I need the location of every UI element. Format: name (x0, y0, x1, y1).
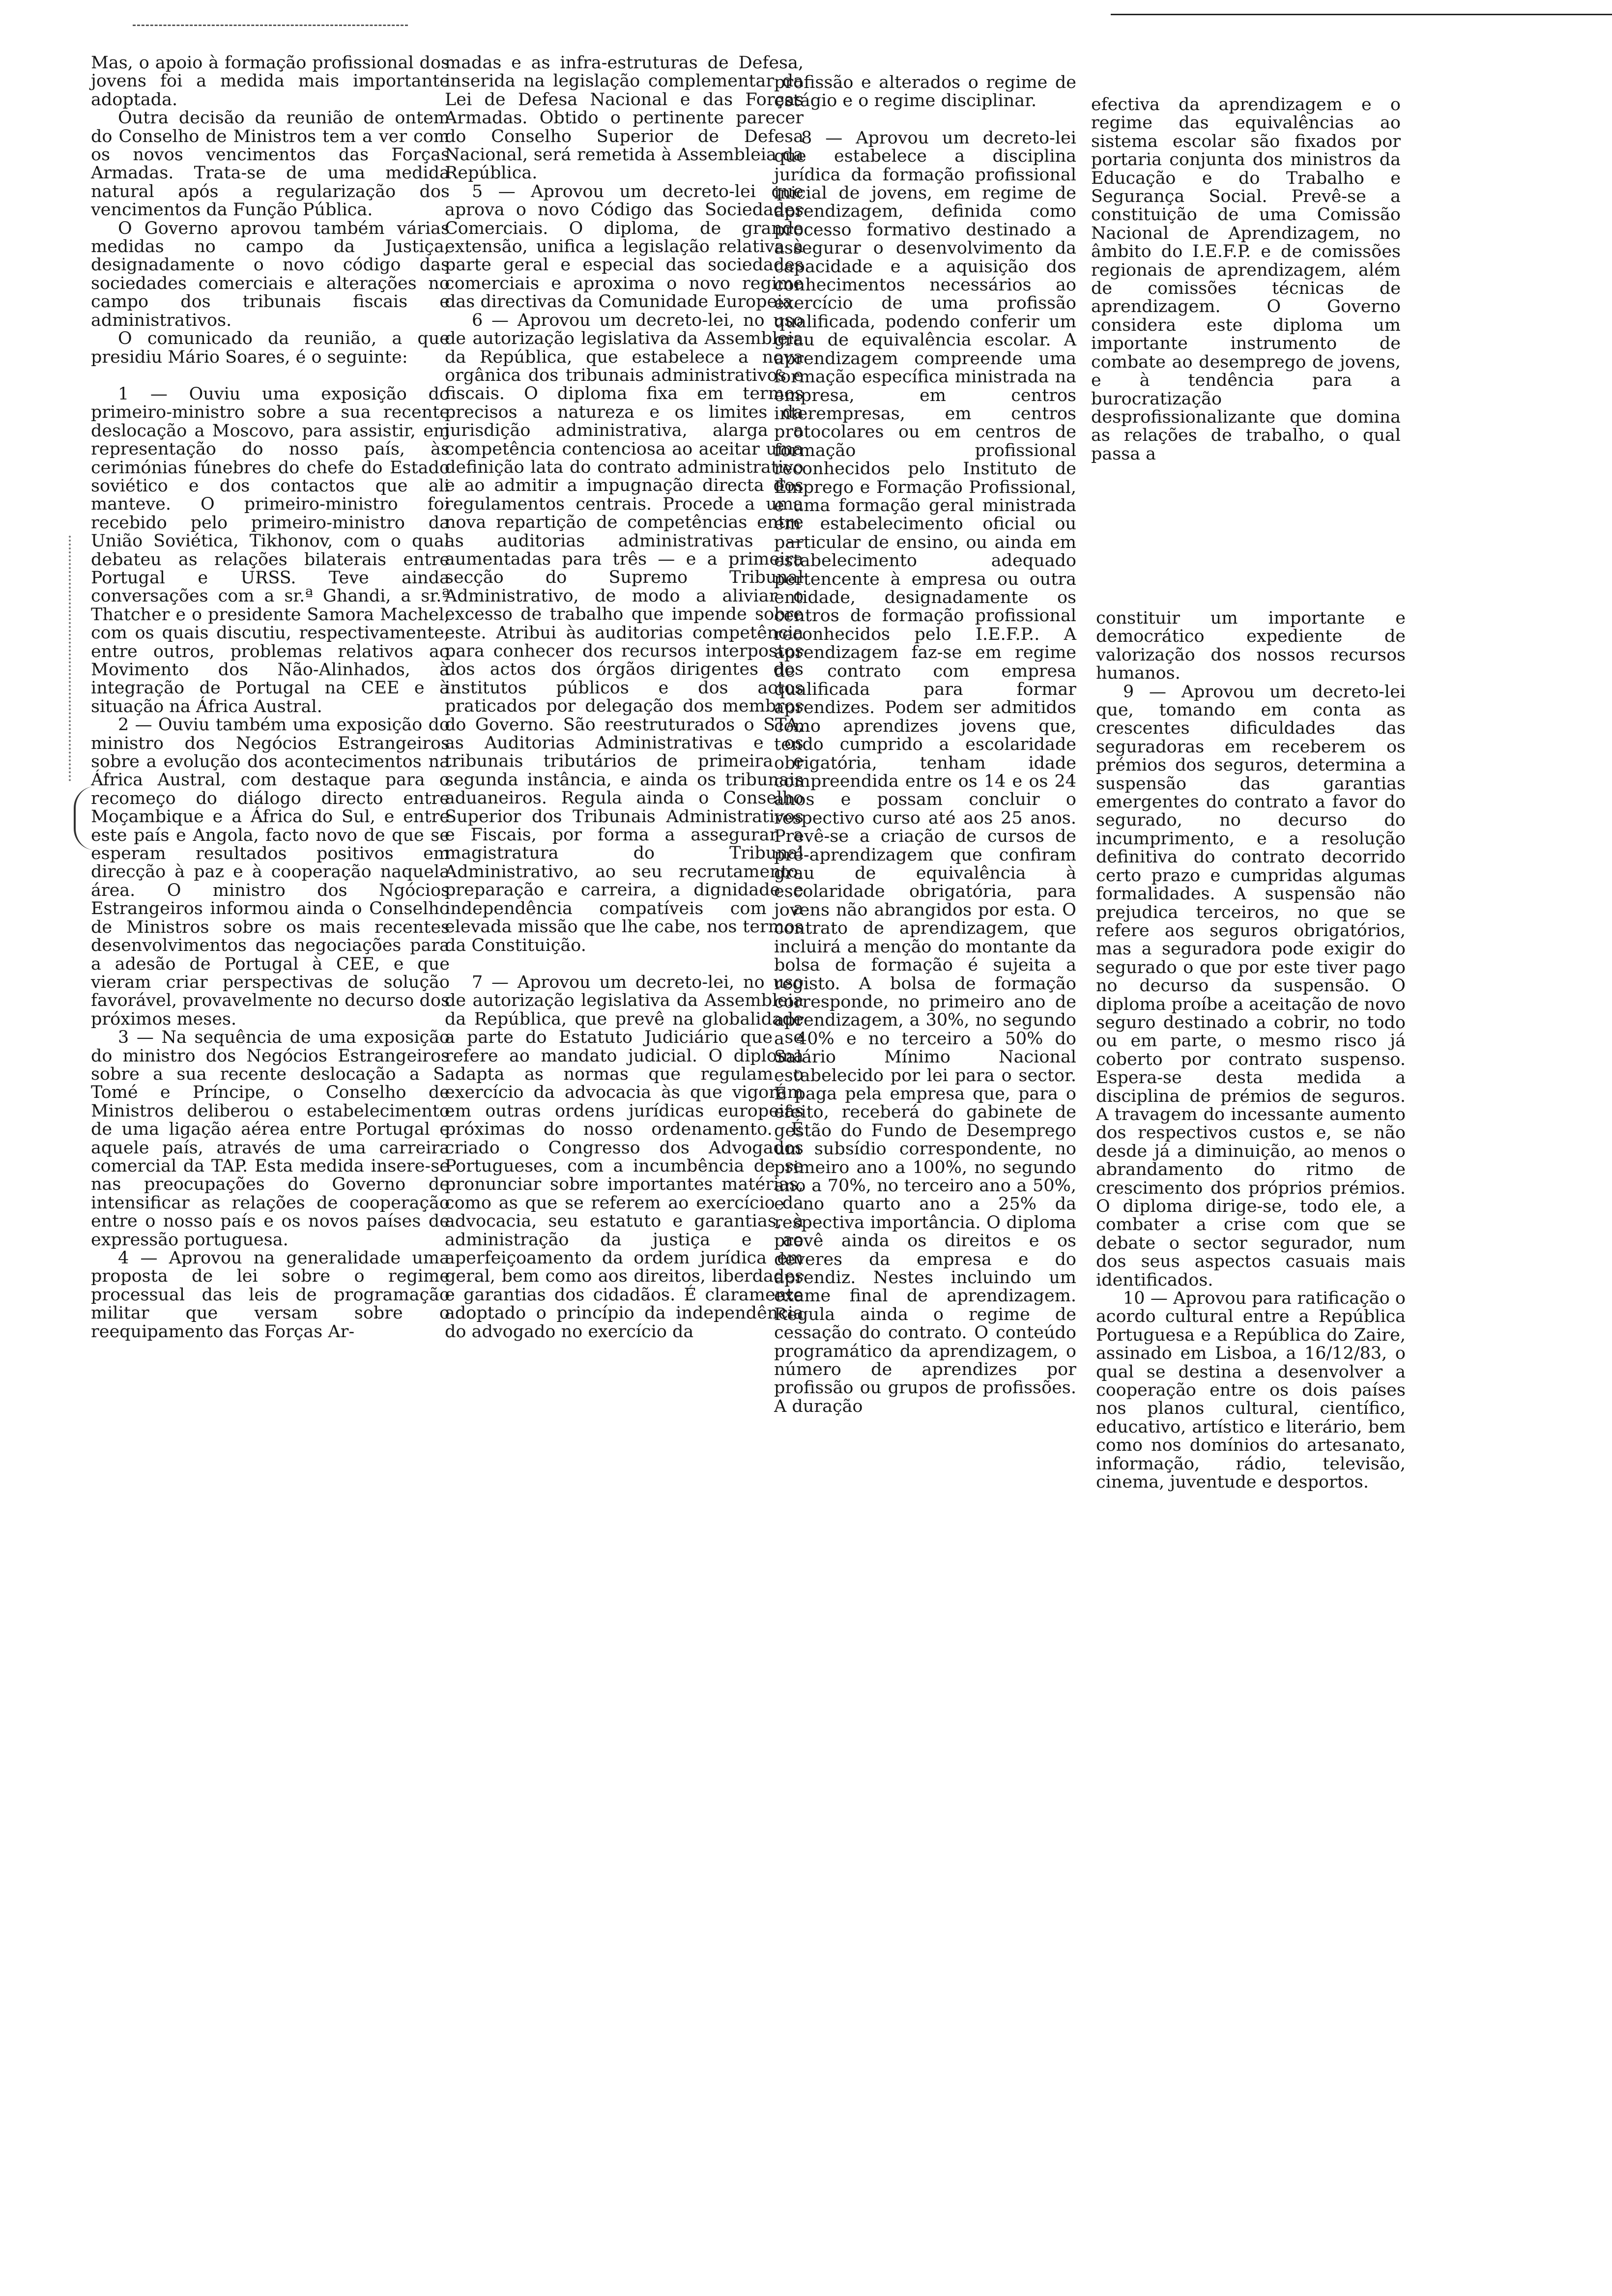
torn-edge-fragment (133, 25, 408, 28)
article-column-2 (445, 54, 804, 1341)
article-column-1 (91, 54, 450, 1341)
paragraph: madas e as infra-estruturas de Defesa, inserida na legislação complementar da Lei de Defesa Nacional e das Forças Armadas. Obtido o pertinente parecer do Conselho Superior de Defesa Nacional, será remetida à Assembleia da República. (445, 53, 804, 183)
paragraph: 6 — Aprovou um decreto-lei, no uso de autorização legislativa da Assembleia da República, que estabelece a nova orgânica dos tribunais administrativos e fiscais. O diploma fixa em termos precisos a natureza e os limites da jurisdição administrativa, alarga a competência contenciosa ao aceitar uma definição lata do contrato administrativo e ao admitir a impugnação directa dos regulamentos centrais. Procede a uma nova repartição de competências entre as auditorias administrativas — aumentadas para três — e a primeira secção do Supremo Tribunal Administrativo, de modo a aliviar o excesso de trabalho que impende sobre este. Atribui às auditorias competência para conhecer dos recursos interpostos dos actos dos órgãos dirigentes dos institutos públicos e dos actos praticados por delegação dos membros do Governo. São reestruturados o STA, as Auditorias Administrativas e os tribunais tributários de primeira e segunda instância, e ainda os tribunais aduaneiros. Regula ainda o Conselho Superior dos Tribunais Administrativos e Fiscais, por forma a assegurar a magistratura do Tribunal Administrativo, ao seu recrutamento, preparação e carreira, a dignidade e independência compatíveis com a elevada missão que lhe cabe, nos termos da Constituição. (445, 310, 804, 955)
paragraph: 10 — Aprovou para ratificação o acordo cultural entre a República Portuguesa e a República do Zaire, assinado em Lisboa, a 16/12/83, o qual se destina a desenvolver a cooperação entre os dois países nos planos cultural, científico, educativo, artístico e literário, bem como nos domínios do artesanato, informação, rádio, televisão, cinema, juventude e desportos. (1096, 1289, 1406, 1492)
article-column-4-bottom (1096, 609, 1406, 1492)
paragraph: 9 — Aprovou um decreto-lei que, tomando em conta as crescentes dificuldades das seguradoras em receberem os prémios dos seguros, determina a suspensão das garantias emergentes do contrato a favor do segurado, no decurso do incumprimento, e a resolução definitiva do contrato decorrido certo prazo e cumpridas algumas formalidades. A suspensão não prejudica terceiros, no que se refere aos seguros obrigatórios, mas a seguradora pode exigir do segurado o que por este tiver pago no decurso da suspensão. O diploma proíbe a aceitação de novo seguro destinado a cobrir, no todo ou em parte, o mesmo risco já coberto por contrato suspenso. Espera-se desta medida a disciplina de prémios de seguros. A travagem do incessante aumento dos respectivos custos e, se não desde já a diminuição, ao menos o abrandamento do ritmo de crescimento dos próprios prémios. O diploma dirige-se, todo ele, a combater a crise com que se debate o sector segurador, num dos seus aspectos casuais mais identificados. (1096, 682, 1406, 1290)
article-column-3 (774, 74, 1076, 1416)
margin-marks (69, 536, 77, 781)
paragraph: Outra decisão da reunião de ontem do Conselho de Ministros tem a ver com os novos vencimentos das Forças Armadas. Trata-se de uma medida natural após a regularização dos vencimentos da Função Pública. (91, 108, 450, 220)
paragraph: O Governo aprovou também várias medidas no campo da Justiça, designadamente o novo código das sociedades comerciais e alterações no campo dos tribunais fiscais e administrativos. (91, 218, 450, 330)
article-column-4-top (1091, 96, 1401, 463)
paragraph: efectiva da aprendizagem e o regime das equivalências ao sistema escolar são fixados por portaria conjunta dos ministros da Educação e do Trabalho e Segurança Social. Prevê-se a constituição de uma Comissão Nacional de Aprendizagem, no âmbito do I.E.F.P. e de comissões regionais de aprendizagem, além de comissões técnicas de aprendizagem. O Governo considera este diploma um importante instrumento de combate ao desemprego de jovens, e à tendência para a burocratização desprofissionalizante que domina as relações de trabalho, o qual passa a (1091, 95, 1401, 464)
top-rule (1111, 14, 1612, 15)
paragraph: 8 — Aprovou um decreto-lei que estabelece a disciplina jurídica da formação profissional inicial de jovens, em regime de aprendizagem, definida como processo formativo destinado a assegurar o desenvolvimento da capacidade e a aquisição dos conhecimentos necessários ao exercício de uma profissão qualificada, podendo conferir um grau de equivalência escolar. A aprendizagem compreende uma formação específica ministrada na empresa, em centros interempresas, em centros protocolares ou em centros de formação profissional reconhecidos pelo Instituto de Emprego e Formação Profissional, e uma formação geral ministrada em estabelecimento oficial ou particular de ensino, ou ainda em estabelecimento adequado pertencente à empresa ou outra entidade, designadamente os centros de formação profissional reconhecidos pelo I.E.F.P.. A aprendizagem faz-se em regime de contrato com empresa qualificada para formar aprendizes. Podem ser admitidos como aprendizes jovens que, tendo cumprido a escolaridade obrigatória, tenham idade compreendida entre os 14 e os 24 anos e possam concluir o respectivo curso até aos 25 anos. Prevê-se a criação de cursos de pré-aprendizagem que confiram grau de equivalência à escolaridade obrigatória, para jovens não abrangidos por esta. O contrato de aprendizagem, que incluirá a menção do montante da bolsa de formação é sujeita a registo. A bolsa de formação corresponde, no primeiro ano de aprendizagem, a 30%, no segundo a 40% e no terceiro a 50% do Salário Mínimo Nacional estabelecido por lei para o sector. É paga pela empresa que, para o efeito, receberá do gabinete de gestão do Fundo de Desemprego um subsídio correspondente, no primeiro ano a 100%, no segundo ano a 70%, no terceiro ano a 50%, e no quarto ano a 25% da respectiva importância. O diploma prevê ainda os direitos e os deveres da empresa e do aprendiz. Nestes incluindo um exame final de aprendizagem. Regula ainda o regime de cessação do contrato. O conteúdo programático da aprendizagem, o número de aprendizes por profissão ou grupos de profissões. A duração (774, 128, 1076, 1416)
paragraph: O comunicado da reunião, a que presidiu Mário Soares, é o seguinte: (91, 329, 450, 367)
paragraph: Mas, o apoio à formação profissional dos jovens foi a medida mais importante adoptada. (91, 53, 450, 110)
paragraph: constituir um importante e democrático expediente de valorização dos nossos recursos humanos. (1096, 608, 1406, 684)
paragraph: 3 — Na sequência de uma exposição do ministro dos Negócios Estrangeiros sobre a sua recente deslocação a S. Tomé e Príncipe, o Conselho de Ministros deliberou o estabelecimento de uma ligação aérea entre Portugal e aquele país, através de uma carreira comercial da TAP. Esta medida insere-se nas preocupações do Governo de intensificar as relações de cooperação entre o nosso país e os novos países de expressão portuguesa. (91, 1028, 450, 1250)
paragraph: profissão e alterados o regime de estágio e o regime disciplinar. (774, 73, 1076, 111)
paragraph: 4 — Aprovou na generalidade uma proposta de lei sobre o regime processual das leis de programação militar que versam sobre o reequipamento das Forças Ar- (91, 1248, 450, 1342)
paragraph: 5 — Aprovou um decreto-lei que aprova o novo Código das Sociedades Comerciais. O diploma, de grande extensão, unifica a legislação relativa à parte geral e especial das sociedades comerciais e aproxima o novo regime das directivas da Comunidade Europeia. (445, 181, 804, 312)
paragraph: 2 — Ouviu também uma exposição do ministro dos Negócios Estrangeiros sobre a evolução dos acontecimentos na África Austral, com destaque para o recomeço do diálogo directo entre Moçambique e a África do Sul, e entre este país e Angola, facto novo de que se esperam resultados positivos em direcção à paz e à cooperação naquela área. O ministro dos Ngócios Estrangeiros informou ainda o Conselho de Ministros sobre os mais recentes desenvolvimentos das negociações para a adesão de Portugal à CEE, e que vieram criar perspectivas de solução favorável, provavelmente no decurso dos próximos meses. (91, 715, 450, 1029)
paragraph: 7 — Aprovou um decreto-lei, no uso de autorização legislativa da Assembleia da República, que prevê na globalidade a parte do Estatuto Judiciário que se refere ao mandato judicial. O diploma adapta as normas que regulam o exercício da advocacia às que vigoram em outras ordens jurídicas europeias próximas do nosso ordenamento. É criado o Congresso dos Advogados Portugueses, com a incumbência de se pronunciar sobre importantes matérias, como as que se referem ao exercício da advocacia, seu estatuto e garantias, à administração da justiça e ao aperfeiçoamento da ordem jurídica em geral, bem como aos direitos, liberdades e garantias dos cidadãos. É claramente adoptado o princípio da independência do advogado no exercício da (445, 972, 804, 1342)
paragraph: 1 — Ouviu uma exposição do primeiro-ministro sobre a sua recente deslocação a Moscovo, para assistir, em representação do nosso país, às cerimónias fúnebres do chefe do Estado soviético e dos contactos que ali manteve. O primeiro-ministro foi recebido pelo primeiro-ministro da União Soviética, Tikhonov, com o qual debateu as relações bilaterais entre Portugal e URSS. Teve ainda conversações com a sr.ª Ghandi, a sr.ª Thatcher e o presidente Samora Machel, com os quais discutiu, respectivamente, entre outros, problemas relativos ao Movimento dos Não-Alinhados, à integração de Portugal na CEE e à situação na África Austral. (91, 384, 450, 717)
